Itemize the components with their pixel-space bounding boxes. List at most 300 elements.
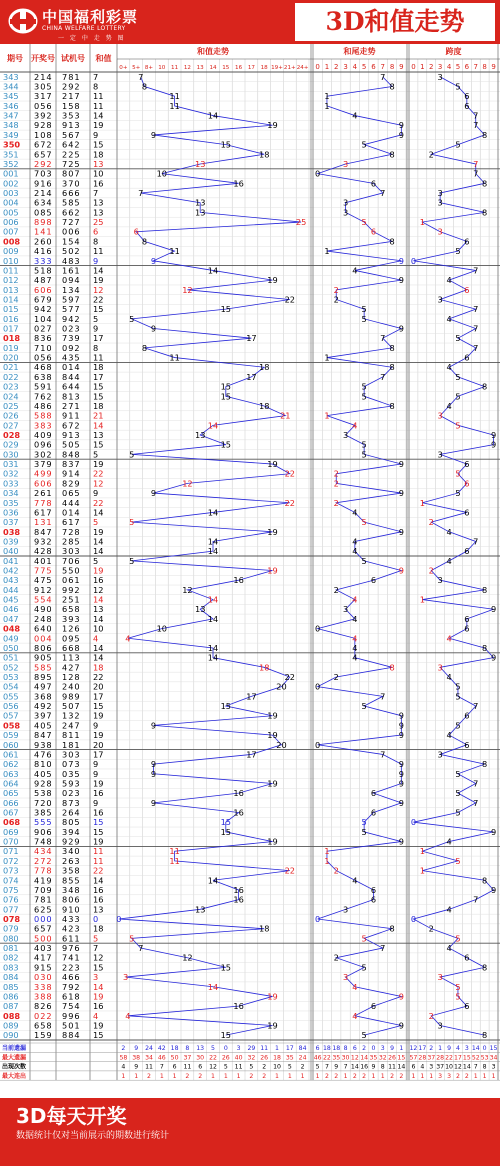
period-cell: 023 [3, 381, 19, 392]
tail-trend-mark: 9 [398, 797, 404, 808]
draw-number-cell: 401 [34, 555, 53, 566]
span-axis-label: 8 [482, 63, 487, 71]
period-cell: 060 [3, 739, 19, 750]
sum-trend-mark: 14 [207, 507, 219, 518]
period-cell: 033 [3, 478, 19, 489]
sum-value-cell: 12 [93, 584, 104, 595]
period-cell: 051 [3, 652, 19, 663]
sum-trend-mark: 15 [220, 1030, 232, 1041]
sum-value-cell: 14 [93, 642, 104, 653]
stat-sum-value: 84 [298, 1044, 307, 1052]
period-cell: 035 [3, 497, 19, 508]
sum-value-cell: 12 [93, 952, 104, 963]
stat-sum-value: 5 [223, 1063, 228, 1071]
span-axis-label: 1 [420, 63, 425, 71]
tail-trend-mark: 2 [333, 952, 339, 963]
stat-tail-value: 2 [362, 1044, 367, 1052]
period-cell: 077 [3, 904, 19, 915]
tail-trend-mark: 5 [361, 217, 367, 228]
sum-trend-mark: 10 [156, 168, 168, 179]
span-trend-mark: 5 [455, 720, 461, 731]
stat-tail-value: 14 [350, 1063, 359, 1071]
sum-trend-mark: 16 [233, 894, 244, 905]
test-number-cell: 427 [62, 662, 81, 673]
period-cell: 090 [3, 1030, 19, 1041]
sum-trend-mark: 22 [284, 672, 296, 682]
span-trend-mark: 6 [464, 623, 470, 634]
test-number-cell: 014 [62, 362, 81, 373]
test-number-cell: 225 [62, 149, 81, 160]
test-number-cell: 848 [62, 449, 81, 460]
test-number-cell: 483 [62, 255, 81, 266]
sum-value-cell: 19 [93, 778, 104, 789]
span-axis-label: 0 [411, 63, 416, 71]
tail-trend-mark: 7 [380, 371, 386, 382]
span-trend-mark: 7 [473, 158, 479, 169]
test-number-cell: 577 [62, 304, 81, 315]
test-number-cell: 805 [62, 817, 81, 828]
stat-span-value: 57 [409, 1054, 418, 1062]
span-trend-mark: 4 [446, 362, 452, 373]
draw-number-cell: 775 [34, 565, 53, 576]
stat-sum-value: 38 [132, 1054, 141, 1062]
span-trend-mark: 5 [455, 991, 461, 1002]
stat-span-value: 52 [471, 1054, 480, 1062]
sum-value-cell: 15 [93, 439, 104, 450]
tail-trend-mark: 4 [352, 420, 358, 431]
sum-value-cell: 13 [93, 904, 104, 915]
draw-number-cell: 928 [34, 120, 53, 131]
period-cell: 050 [3, 642, 19, 653]
period-cell: 054 [3, 681, 19, 692]
span-trend-mark: 5 [455, 855, 461, 866]
test-number-cell: 929 [62, 836, 81, 847]
sum-value-cell: 13 [93, 430, 104, 440]
test-number-cell: 353 [62, 110, 81, 121]
test-number-cell: 593 [62, 778, 81, 789]
span-trend-mark: 7 [473, 797, 479, 808]
sum-axis-label: 5+ [132, 65, 141, 71]
stat-span-value: 1 [482, 1072, 487, 1080]
draw-number-cell: 368 [34, 691, 53, 702]
stat-span-value: 2 [464, 1072, 469, 1080]
test-number-cell: 014 [62, 507, 81, 518]
stat-tail-value: 8 [343, 1044, 348, 1052]
draw-number-cell: 131 [34, 517, 53, 528]
stat-tail-value: 12 [350, 1054, 359, 1062]
sum-trend-mark: 5 [129, 449, 135, 460]
tail-trend-mark: 2 [333, 672, 339, 682]
sum-trend-mark: 18 [258, 362, 270, 373]
tail-trend-mark: 7 [380, 943, 386, 954]
period-cell: 005 [3, 207, 19, 218]
sum-trend-mark: 15 [220, 381, 232, 392]
span-trend-mark: 1 [419, 846, 425, 857]
tail-axis-label: 1 [324, 63, 330, 71]
span-trend-mark: 9 [490, 604, 497, 615]
span-trend-mark: 5 [455, 981, 461, 992]
period-cell: 036 [3, 507, 19, 518]
stat-sum-value: 2 [300, 1063, 305, 1071]
draw-number-cell: 591 [34, 381, 53, 392]
period-cell: 088 [3, 1010, 21, 1021]
sum-trend-mark: 14 [207, 265, 219, 276]
span-trend-mark: 6 [464, 352, 470, 363]
sum-value-cell: 9 [93, 768, 99, 779]
sum-trend-mark: 15 [220, 439, 232, 450]
period-cell: 344 [3, 81, 19, 92]
logo-slogan: 一 定 中 走 势 图 [58, 35, 126, 42]
test-number-cell: 913 [62, 430, 81, 440]
draw-number-cell: 826 [34, 1001, 53, 1012]
sum-value-cell: 19 [93, 275, 104, 286]
test-number-cell: 501 [62, 1020, 81, 1031]
stat-span-value: 22 [445, 1054, 453, 1062]
tail-trend-mark: 8 [389, 362, 395, 373]
stat-sum-value: 2 [198, 1072, 203, 1080]
tail-trend-mark: 9 [398, 120, 404, 131]
sum-trend-mark: 8 [141, 236, 148, 247]
sum-trend-mark: 22 [284, 497, 296, 508]
stat-sum-value: 40 [234, 1054, 243, 1062]
draw-number-cell: 554 [34, 594, 53, 605]
sum-value-cell: 20 [93, 739, 104, 750]
tail-trend-mark: 7 [380, 71, 386, 82]
stat-span-value: 7 [473, 1063, 478, 1071]
section-title-tail-trend: 和尾走势 [343, 47, 376, 56]
span-trend-mark: 8 [482, 381, 488, 392]
sum-trend-mark: 16 [233, 788, 244, 799]
span-trend-mark: 1 [419, 497, 425, 508]
test-number-cell: 617 [62, 517, 81, 528]
sum-value-cell: 14 [93, 652, 104, 663]
stat-label: 最大遗漏 [2, 1054, 27, 1062]
sum-value-cell: 5 [93, 517, 99, 528]
tail-trend-mark: 3 [342, 207, 349, 218]
test-number-cell: 989 [62, 691, 81, 702]
stat-span-value: 28 [436, 1054, 445, 1062]
span-trend-mark: 6 [464, 546, 470, 557]
sum-trend-mark: 19 [267, 120, 278, 131]
test-number-cell: 567 [62, 129, 81, 140]
span-trend-mark: 5 [455, 420, 461, 431]
tail-trend-mark: 4 [352, 110, 358, 121]
stat-tail-value: 14 [397, 1063, 406, 1071]
draw-number-cell: 928 [34, 778, 53, 789]
tail-axis-label: 3 [343, 63, 348, 71]
stat-sum-value: 37 [183, 1054, 192, 1062]
span-trend-mark: 0 [410, 817, 417, 828]
draw-number-cell: 778 [34, 497, 53, 508]
draw-number-cell: 710 [34, 342, 53, 353]
stat-sum-value: 42 [157, 1044, 166, 1052]
draw-number-cell: 657 [34, 923, 53, 934]
stat-sum-value: 26 [260, 1054, 269, 1062]
stat-span-value: 15 [489, 1044, 498, 1052]
draw-number-cell: 490 [34, 604, 53, 615]
sum-value-cell: 21 [93, 410, 104, 421]
period-cell: 014 [3, 294, 19, 305]
sum-value-cell: 11 [93, 100, 104, 111]
period-cell: 066 [3, 797, 19, 808]
sum-trend-mark: 20 [276, 681, 287, 692]
tail-trend-mark: 5 [361, 391, 367, 402]
sum-trend-mark: 16 [233, 178, 244, 189]
tail-trend-mark: 4 [352, 507, 358, 518]
period-cell: 039 [3, 536, 19, 547]
tail-axis-label: 5 [361, 63, 367, 71]
tail-trend-mark: 3 [342, 904, 349, 915]
stat-tail-value: 3 [380, 1044, 385, 1052]
stat-sum-value: 1 [300, 1072, 305, 1080]
sum-trend-mark: 4 [125, 1010, 131, 1021]
sum-trend-mark: 7 [138, 943, 144, 954]
stat-span-value: 1 [491, 1072, 496, 1080]
period-cell: 078 [3, 914, 21, 924]
stat-sum-value: 5 [211, 1044, 215, 1052]
test-number-cell: 092 [62, 342, 81, 353]
tail-trend-mark: 0 [315, 623, 321, 634]
stat-tail-value: 11 [388, 1063, 396, 1071]
test-number-cell: 913 [62, 120, 81, 131]
stat-tail-value: 9 [390, 1044, 395, 1052]
draw-number-cell: 405 [34, 720, 53, 731]
sum-trend-mark: 22 [284, 294, 296, 305]
draw-number-cell: 634 [34, 197, 53, 208]
test-number-cell: 829 [62, 478, 81, 489]
test-number-cell: 672 [62, 420, 81, 431]
tail-trend-mark: 9 [398, 275, 404, 286]
sum-trend-mark: 14 [207, 642, 219, 653]
stat-span-value: 1 [420, 1072, 425, 1080]
title-box [294, 2, 496, 42]
sum-value-cell: 18 [93, 362, 104, 373]
sum-trend-mark: 15 [220, 817, 232, 828]
period-cell: 351 [3, 149, 19, 160]
sum-value-cell: 9 [93, 797, 99, 808]
sum-trend-mark: 9 [150, 720, 157, 731]
lottery-logo [8, 6, 208, 40]
span-trend-mark: 4 [446, 672, 452, 682]
test-number-cell: 271 [62, 400, 81, 411]
span-trend-mark: 6 [464, 284, 470, 295]
draw-number-cell: 260 [34, 236, 53, 247]
tail-trend-mark: 1 [324, 100, 330, 111]
test-number-cell: 728 [62, 526, 81, 537]
sum-trend-mark: 16 [233, 1001, 244, 1012]
period-cell: 086 [3, 991, 19, 1002]
span-trend-mark: 9 [490, 439, 497, 450]
test-number-cell: 223 [62, 962, 81, 973]
period-cell: 063 [3, 768, 19, 779]
sum-axis-label: 18 [260, 65, 268, 71]
tail-trend-mark: 4 [352, 613, 358, 624]
period-cell: 064 [3, 778, 19, 789]
sum-trend-mark: 9 [150, 768, 157, 779]
tail-trend-mark: 1 [324, 855, 330, 866]
tail-trend-mark: 2 [333, 284, 339, 295]
stat-span-value: 1 [411, 1072, 416, 1080]
draw-number-cell: 383 [34, 420, 53, 431]
test-number-cell: 435 [62, 352, 81, 363]
sum-value-cell: 20 [93, 681, 104, 692]
sum-trend-mark: 19 [267, 459, 278, 470]
sum-trend-mark: 11 [169, 100, 180, 111]
stat-sum-value: 11 [260, 1044, 269, 1052]
tail-trend-mark: 5 [361, 1030, 367, 1041]
sum-value-cell: 14 [93, 536, 104, 547]
sum-trend-mark: 0 [116, 914, 122, 924]
sum-value-cell: 18 [93, 149, 104, 160]
draw-number-cell: 388 [34, 991, 53, 1002]
tail-trend-mark: 5 [361, 817, 367, 828]
period-cell: 011 [3, 265, 19, 276]
draw-number-cell: 499 [34, 468, 53, 479]
span-trend-mark: 9 [490, 826, 497, 837]
span-trend-mark: 7 [473, 342, 479, 353]
test-number-cell: 806 [62, 894, 81, 905]
sum-trend-mark: 14 [207, 546, 219, 557]
sum-trend-mark: 9 [150, 488, 157, 499]
span-trend-mark: 2 [428, 565, 434, 576]
period-cell: 352 [3, 158, 19, 169]
span-axis-label: 4 [446, 63, 452, 71]
sum-axis-label: 17 [247, 65, 255, 71]
sum-trend-mark: 15 [220, 962, 232, 973]
sum-trend-mark: 12 [182, 478, 193, 489]
sum-axis-label: 14 [209, 65, 217, 71]
tail-trend-mark: 5 [361, 304, 367, 315]
tail-trend-mark: 6 [370, 575, 377, 586]
stat-sum-value: 18 [273, 1054, 281, 1062]
span-trend-mark: 8 [482, 207, 488, 218]
span-trend-mark: 5 [455, 333, 461, 344]
tail-axis-label: 8 [389, 63, 395, 71]
draw-number-cell: 022 [34, 1010, 53, 1021]
tail-trend-mark: 5 [361, 826, 367, 837]
tail-trend-mark: 8 [389, 149, 395, 160]
sum-trend-mark: 11 [169, 246, 180, 257]
sum-value-cell: 16 [93, 788, 104, 799]
tail-trend-mark: 4 [352, 875, 358, 886]
test-number-cell: 023 [62, 323, 81, 334]
stat-span-value: 0 [482, 1044, 487, 1052]
stat-sum-value: 1 [172, 1072, 177, 1080]
period-cell: 025 [3, 400, 19, 411]
span-trend-mark: 3 [437, 662, 443, 673]
test-number-cell: 873 [62, 797, 81, 808]
span-trend-mark: 6 [464, 507, 470, 518]
sum-trend-mark: 14 [207, 652, 219, 663]
tail-trend-mark: 1 [324, 91, 330, 102]
tail-trend-mark: 8 [389, 81, 395, 92]
sum-value-cell: 22 [93, 497, 104, 508]
stat-tail-value: 2 [362, 1072, 367, 1080]
period-cell: 024 [3, 391, 19, 402]
lottery-logo-icon [8, 8, 38, 34]
period-cell: 348 [3, 120, 19, 131]
draw-number-cell: 938 [34, 739, 53, 750]
tail-trend-mark: 1 [324, 410, 330, 421]
stat-sum-value: 13 [196, 1044, 205, 1052]
tail-trend-mark: 9 [398, 720, 404, 731]
period-cell: 041 [3, 555, 19, 566]
draw-number-cell: 056 [34, 352, 53, 363]
span-trend-mark: 4 [446, 555, 452, 566]
stat-sum-value: 46 [157, 1054, 166, 1062]
tail-trend-mark: 1 [324, 352, 330, 363]
sum-trend-mark: 22 [284, 865, 296, 876]
span-trend-mark: 1 [419, 865, 425, 876]
stat-span-value: 14 [462, 1063, 471, 1071]
span-trend-mark: 3 [437, 972, 443, 983]
stat-label: 最大连出 [2, 1072, 27, 1080]
draw-number-cell: 847 [34, 730, 53, 741]
draw-number-cell: 475 [34, 575, 53, 586]
draw-number-cell: 108 [34, 129, 53, 140]
period-cell: 081 [3, 943, 19, 954]
tail-trend-mark: 0 [315, 739, 321, 750]
tail-trend-mark: 9 [398, 768, 404, 779]
sum-trend-mark: 14 [207, 420, 219, 431]
test-number-cell: 303 [62, 749, 81, 760]
period-cell: 061 [3, 749, 19, 760]
span-trend-mark: 6 [464, 459, 470, 470]
stat-sum-value: 2 [121, 1044, 126, 1052]
period-cell: 067 [3, 807, 19, 818]
draw-number-cell: 748 [34, 836, 53, 847]
sum-trend-mark: 18 [258, 923, 270, 934]
tail-trend-mark: 4 [352, 1010, 358, 1021]
test-number-cell: 507 [62, 701, 81, 712]
sum-value-cell: 9 [93, 255, 99, 266]
stat-tail-value: 7 [343, 1063, 348, 1071]
tail-trend-mark: 0 [315, 168, 321, 179]
stat-tail-value: 9 [334, 1063, 339, 1071]
span-trend-mark: 2 [428, 1010, 434, 1021]
period-cell: 048 [3, 623, 21, 634]
sum-trend-mark: 8 [141, 81, 148, 92]
draw-number-cell: 638 [34, 371, 53, 382]
sum-trend-mark: 9 [150, 797, 157, 808]
stat-span-value: 3 [447, 1072, 452, 1080]
page-title: 3D和值走势 [325, 7, 465, 36]
stat-tail-value: 1 [371, 1072, 376, 1080]
stat-span-value: 17 [454, 1054, 462, 1062]
period-cell: 074 [3, 875, 19, 886]
test-number-cell: 976 [62, 943, 81, 954]
draw-number-cell: 606 [34, 284, 53, 295]
stat-sum-value: 2 [185, 1072, 190, 1080]
sum-value-cell: 5 [93, 449, 99, 460]
sum-axis-label: 11 [171, 65, 179, 71]
span-trend-mark: 6 [464, 100, 470, 111]
test-number-cell: 505 [62, 439, 81, 450]
period-cell: 002 [3, 178, 19, 189]
test-number-cell: 217 [62, 91, 81, 102]
sum-value-cell: 8 [93, 81, 99, 92]
period-cell: 087 [3, 1001, 19, 1012]
draw-number-cell: 085 [34, 207, 53, 218]
sum-value-cell: 10 [93, 623, 104, 634]
sum-trend-mark: 20 [276, 739, 287, 750]
draw-number-cell: 214 [34, 188, 53, 198]
sum-trend-mark: 19 [267, 778, 278, 789]
draw-number-cell: 104 [34, 313, 53, 324]
sum-value-cell: 16 [93, 807, 104, 818]
stat-tail-value: 8 [380, 1063, 385, 1071]
span-trend-mark: 3 [437, 449, 443, 460]
